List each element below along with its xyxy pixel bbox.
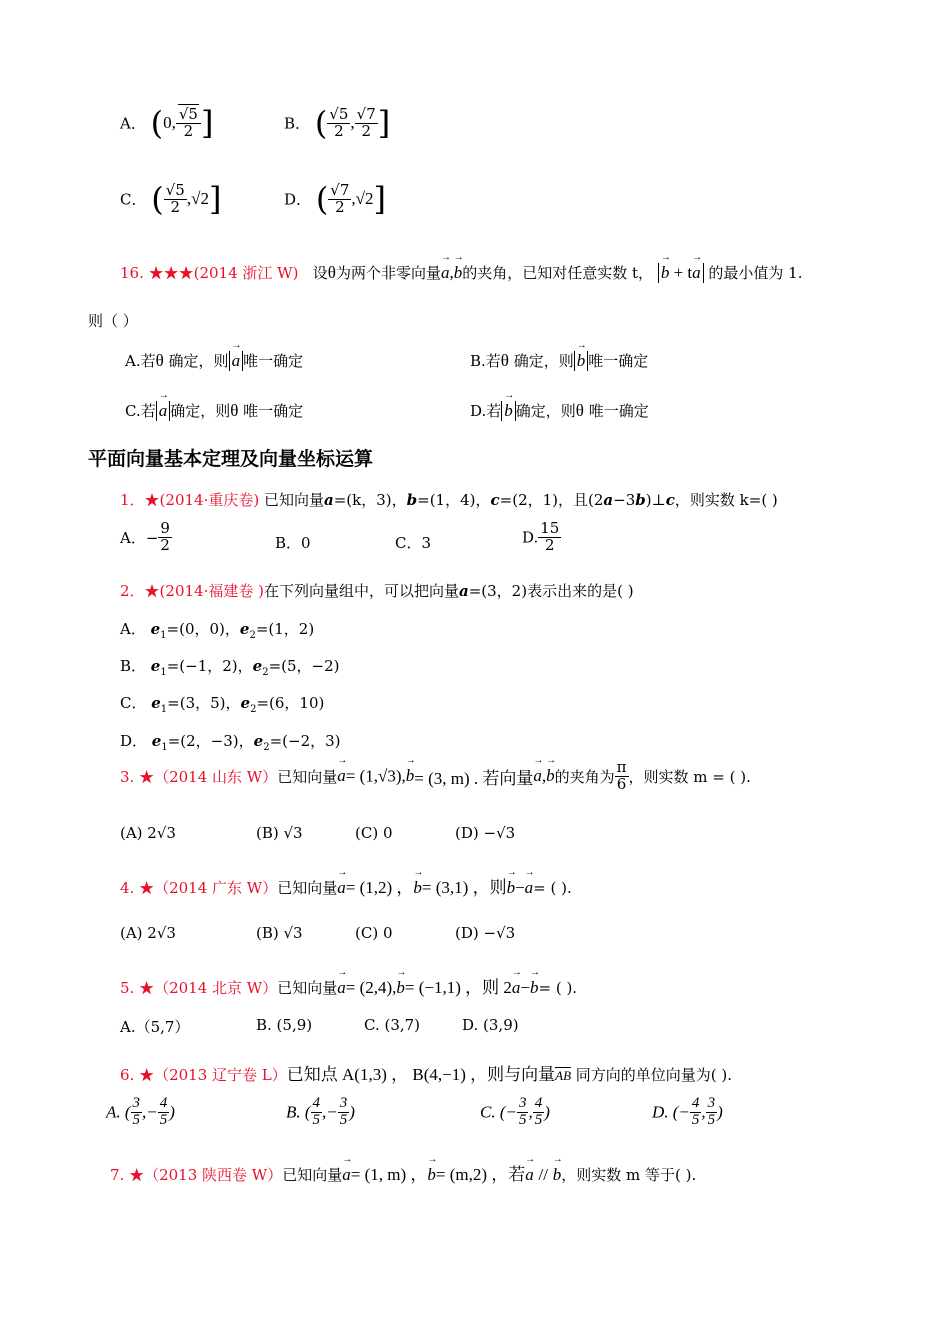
q2-option-c: C． $e_1=(3$，5)，$e_2=(6$，10) [120, 694, 325, 715]
q1-option-c: C．3 [395, 534, 432, 552]
q3-stem: 3. ★（2014 山东 W）已知向量→ a= (1,√3),→ b= (3, m) . 若向量→ a,→ b的夹角为 $\frac{\pi}{6}$ ，则实数 m = ( ). [120, 760, 751, 793]
q3-option-c: (C) 0 [355, 824, 393, 842]
q16-tag: 16. ★★★(2014 浙江 W) [120, 264, 299, 282]
q6-option-a: A. ( $\frac{3}{5}$ ,− $\frac{4}{5}$ ) [106, 1095, 175, 1128]
q6-stem: 6. ★（2013 辽宁卷 L）已知点 A(1,3) ， B(4,−1) ，则与向量AB 同方向的单位向量为( ). [120, 1065, 733, 1084]
q3-option-a: (A) 2√3 [120, 824, 176, 842]
q7-stem: 7. ★（2013 陕西卷 W）已知向量→ a= (1, m) ，→ b= (m,2) ，若→ a // → b，则实数 m 等于( ). [110, 1160, 696, 1185]
q5-option-d: D. (3,9) [462, 1016, 519, 1034]
q4-option-a: (A) 2√3 [120, 924, 176, 942]
q2-option-b: B． $e_1=(-1$，2)，$e_2=(5$，−2) [120, 657, 340, 678]
q16-option-d: D.若→ b 确定，则θ 唯一确定 [470, 400, 649, 421]
q4-option-c: (C) 0 [355, 924, 393, 942]
q16-option-b: B.若θ 确定，则→ b 唯一确定 [470, 350, 648, 371]
q6-option-b: B. ( $\frac{4}{5}$ ,− $\frac{3}{5}$ ) [286, 1095, 355, 1128]
q15-option-c: C． ( $\frac{√5}{2}$ ,√2] [120, 180, 222, 218]
section-title: 平面向量基本定理及向量坐标运算 [88, 448, 374, 470]
q2-stem: 2．★(2014·福建卷 )在下列向量组中，可以把向量a=(3，2)表示出来的是( ) [120, 582, 634, 600]
q15-option-a: A． (0, $\frac{√5}{2}$ ] [120, 104, 214, 142]
q15-option-b: B． ( $\frac{√5}{2}$ , $\frac{√7}{2}$ ] [284, 104, 391, 142]
q6-option-d: D. (− $\frac{4}{5}$ , $\frac{3}{5}$ ) [652, 1095, 723, 1128]
q1-option-d: D. $\frac{15}{2}$ [522, 519, 560, 554]
q16-stem: 16. ★★★(2014 浙江 W) 设θ为两个非零向量→ a,→ b的夹角，已知对任意实数 t， → b + t→ a 的最小值为 1. [120, 262, 803, 283]
q16-option-a: A.若θ 确定，则→ a 唯一确定 [125, 350, 303, 371]
q1-stem: 1．★(2014·重庆卷) 已知向量a=(k，3)，b=(1，4)，c=(2，1)，且(2a−3b)⊥c，则实数 k=( ) [120, 491, 778, 509]
q5-option-c: C. (3,7) [364, 1016, 421, 1034]
q2-option-d: D． $e_1=(2$，−3)，$e_2=(-2$，3) [120, 732, 341, 753]
q16-option-c: C.若→ a 确定，则θ 唯一确定 [125, 400, 303, 421]
q16-stem-cont: 则（ ） [88, 312, 138, 330]
q1-option-b: B．0 [275, 534, 311, 552]
q15-option-d: D． ( $\frac{√7}{2}$ ,√2] [284, 180, 386, 218]
q5-option-b: B. (5,9) [256, 1016, 313, 1034]
q2-option-a: A． $e_1=(0$，0)，$e_2=(1$，2) [120, 620, 315, 641]
q4-option-b: (B) √3 [256, 924, 303, 942]
q3-option-b: (B) √3 [256, 824, 303, 842]
q4-option-d: (D) −√3 [455, 924, 516, 942]
q4-stem: 4. ★（2014 广东 W）已知向量→ a= (1,2) ，→ b= (3,1) ，则→ b−→ a= ( ). [120, 873, 572, 898]
q5-stem: 5. ★（2014 北京 W）已知向量→ a= (2,4),→ b= (−1,1) ，则 2→ a−→ b= ( ). [120, 973, 577, 998]
q1-option-a: A．− $\frac{9}{2}$ [120, 519, 170, 554]
q3-option-d: (D) −√3 [455, 824, 516, 842]
q5-option-a: A.（5,7） [120, 1018, 190, 1036]
q6-option-c: C. (− $\frac{3}{5}$ , $\frac{4}{5}$ ) [480, 1095, 550, 1128]
